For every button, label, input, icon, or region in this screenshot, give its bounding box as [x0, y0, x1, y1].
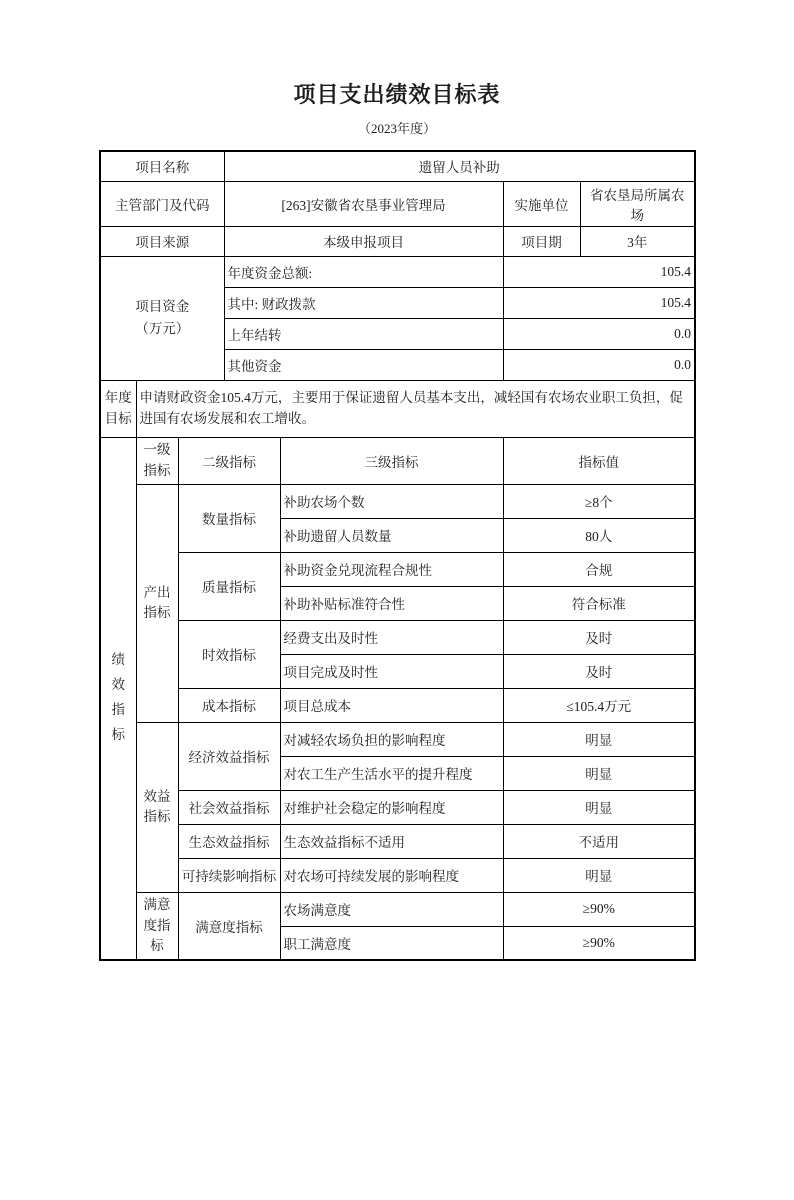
indicator-value: 明显	[503, 858, 695, 892]
level2-cost: 成本指标	[178, 688, 280, 722]
indicator-name: 生态效益指标不适用	[280, 824, 503, 858]
funding-row-label: 其他资金	[224, 349, 503, 380]
level1-output: 产出指标	[136, 484, 178, 722]
project-name-value: 遗留人员补助	[224, 151, 695, 181]
level1-satisfaction: 满意度指标	[136, 892, 178, 960]
indicator-value: ≥90%	[503, 926, 695, 960]
indicator-value: 明显	[503, 756, 695, 790]
funding-row-value: 0.0	[503, 318, 695, 349]
annual-goal-label: 年度目标	[100, 380, 136, 437]
indicator-name: 补助遗留人员数量	[280, 518, 503, 552]
funding-row-label: 上年结转	[224, 318, 503, 349]
indicator-name: 对维护社会稳定的影响程度	[280, 790, 503, 824]
impl-unit-value: 省农垦局所属农场	[580, 181, 695, 226]
perf-side-label	[100, 437, 136, 960]
performance-target-table	[99, 150, 696, 961]
period-label: 项目期	[503, 226, 580, 256]
indicator-value: 明显	[503, 790, 695, 824]
impl-unit-label: 实施单位	[503, 181, 580, 226]
indicator-value: 符合标准	[503, 586, 695, 620]
indicator-value: 明显	[503, 722, 695, 756]
funding-row-value: 105.4	[503, 287, 695, 318]
level1-benefit: 效益指标	[136, 722, 178, 892]
indicator-name: 农场满意度	[280, 892, 503, 926]
indicator-name: 项目总成本	[280, 688, 503, 722]
header-level2: 二级指标	[178, 437, 280, 484]
page-title: 项目支出绩效目标表	[293, 82, 501, 107]
funding-group-label-text: 项目资金（万元）	[135, 299, 190, 336]
page-subtitle: （2023年度）	[357, 121, 436, 136]
level2-sustain: 可持续影响指标	[178, 858, 280, 892]
source-value: 本级申报项目	[224, 226, 503, 256]
indicator-value: ≥90%	[503, 892, 695, 926]
indicator-name: 补助农场个数	[280, 484, 503, 518]
dept-label: 主管部门及代码	[100, 181, 224, 226]
indicator-value: ≤105.4万元	[503, 688, 695, 722]
funding-row-value: 105.4	[503, 256, 695, 287]
source-label: 项目来源	[100, 226, 224, 256]
level2-ecological: 生态效益指标	[178, 824, 280, 858]
indicator-value: ≥8个	[503, 484, 695, 518]
indicator-name: 补助资金兑现流程合规性	[280, 552, 503, 586]
level2-quality: 质量指标	[178, 552, 280, 620]
indicator-name: 职工满意度	[280, 926, 503, 960]
level2-social: 社会效益指标	[178, 790, 280, 824]
header-value: 指标值	[503, 437, 695, 484]
indicator-value: 80人	[503, 518, 695, 552]
level2-quantity: 数量指标	[178, 484, 280, 552]
indicator-name: 补助补贴标准符合性	[280, 586, 503, 620]
dept-value: [263]安徽省农垦事业管理局	[224, 181, 503, 226]
level2-timeliness: 时效指标	[178, 620, 280, 688]
indicator-name: 项目完成及时性	[280, 654, 503, 688]
header-level1: 一级指标	[136, 437, 178, 484]
annual-goal-text: 申请财政资金105.4万元，主要用于保证遗留人员基本支出，减轻国有农场农业职工负担，促进国有农场发展和农工增收。	[136, 380, 695, 437]
level2-satisfaction: 满意度指标	[178, 892, 280, 960]
project-name-label: 项目名称	[100, 151, 224, 181]
indicator-name: 经费支出及时性	[280, 620, 503, 654]
funding-row-label: 其中: 财政拨款	[224, 287, 503, 318]
funding-group-label	[100, 256, 224, 380]
indicator-value: 及时	[503, 620, 695, 654]
funding-row-value: 0.0	[503, 349, 695, 380]
period-value: 3年	[580, 226, 695, 256]
indicator-value: 及时	[503, 654, 695, 688]
document-page	[0, 78, 794, 961]
indicator-value: 合规	[503, 552, 695, 586]
indicator-value: 不适用	[503, 824, 695, 858]
header-level3: 三级指标	[280, 437, 503, 484]
perf-side-label-text: 绩效指标	[111, 652, 125, 743]
indicator-name: 对农工生产生活水平的提升程度	[280, 756, 503, 790]
indicator-name: 对减轻农场负担的影响程度	[280, 722, 503, 756]
level2-economic: 经济效益指标	[178, 722, 280, 790]
funding-row-label: 年度资金总额:	[224, 256, 503, 287]
indicator-name: 对农场可持续发展的影响程度	[280, 858, 503, 892]
